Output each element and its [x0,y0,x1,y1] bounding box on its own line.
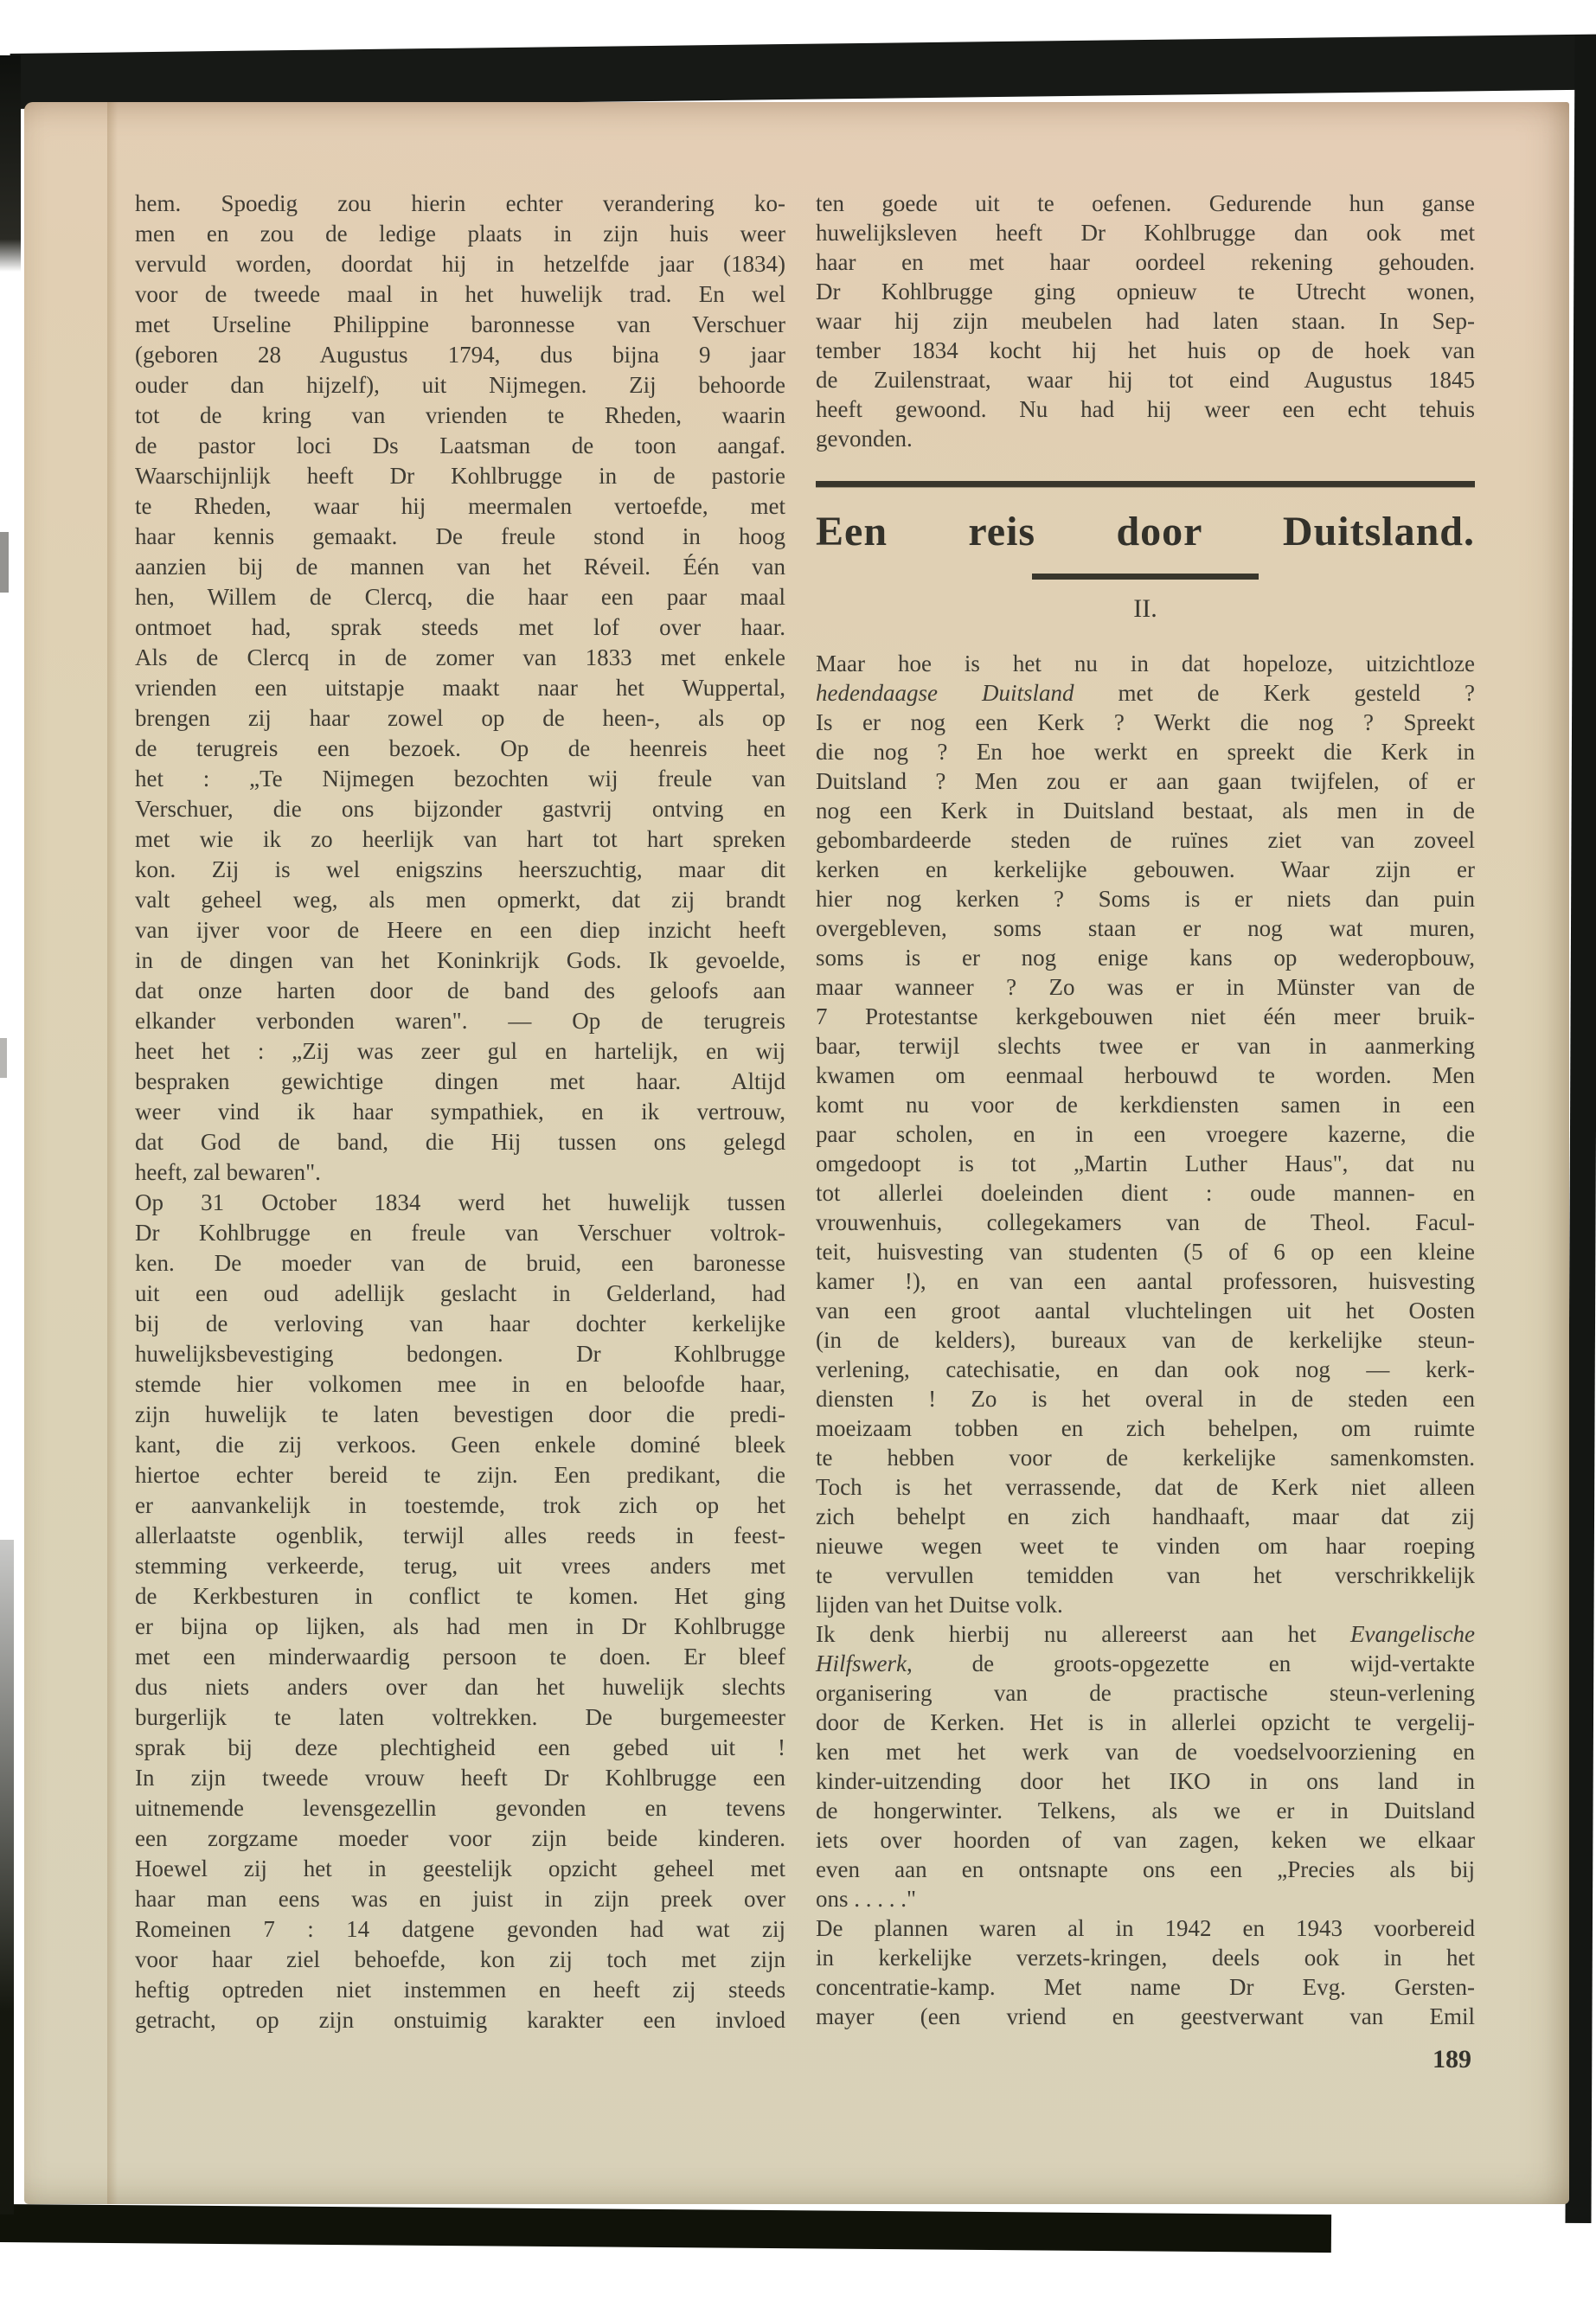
text-line: In zijn tweede vrouw heeft Dr Kohlbrugge een [135,1765,785,1791]
section-divider-rule [816,481,1475,487]
text-line: paar scholen, en in een vroegere kazerne, die [816,1121,1475,1147]
text-line: uitnemende levensgezellin gevonden en tevens [135,1795,785,1821]
text-line: kinder-uitzending door het IKO in ons land in [816,1768,1475,1794]
text-line: er aanvankelijk in toestemde, trok zich op het [135,1492,785,1518]
scan-left-edge-mark [0,55,21,272]
text-block [135,189,785,1188]
text-line: de hongerwinter. Telkens, als we er in Duitsland [816,1798,1475,1823]
text-line: gebombardeerde steden de ruïnes ziet van zoveel [816,827,1475,853]
text-line: een zorgzame moeder voor zijn beide kinderen. [135,1825,785,1851]
text-line: ons . . . . ." [816,1886,917,1912]
text-line: Op 31 October 1834 werd het huwelijk tussen [135,1189,785,1215]
text-line: Is er nog een Kerk ? Werkt die nog ? Spreekt [816,709,1475,735]
text-line: dat onze harten door de band des geloofs aan [135,977,785,1003]
text-line: van ijver voor de Heere en een diep inzicht heeft [135,917,785,943]
text-line: valt geheel weg, als men opmerkt, dat zij brandt [135,887,785,913]
text-line: huwelijksleven heeft Dr Kohlbrugge dan ook met [816,220,1475,246]
text-line: ontmoet had, sprak steeds met lof over haar. [135,614,785,640]
text-line: komt nu voor de kerkdiensten samen in een [816,1092,1475,1118]
text-line: burgerlijk te laten voltrekken. De burgemeester [135,1704,785,1730]
heading-underline [1032,574,1259,580]
text-line: Maar hoe is het nu in dat hopeloze, uitzichtloze [816,651,1475,676]
text-line: tot de kring van vrienden te Rheden, waarin [135,402,785,428]
text-line: zich behelpt en zich handhaaft, maar dat zij [816,1503,1475,1529]
text-line: Verschuer, die ons bijzonder gastvrij ontving en [135,796,785,822]
text-line: iets over hoorden of van zagen, keken we elkaar [816,1827,1475,1853]
text-line: stemming verkeerde, terug, uit vrees anders met [135,1553,785,1579]
text-line: de Zuilenstraat, waar hij tot eind Augustus 1845 [816,367,1475,393]
section-numeral: II. [1133,594,1157,623]
text-line: heet het : „Zij was zeer gul en hartelijk, en wij [135,1038,785,1064]
text-line: de Kerkbesturen in conflict te komen. Het ging [135,1583,785,1609]
text-line: Toch is het verrassende, dat de Kerk niet alleen [816,1474,1475,1500]
text-line: heftig optreden niet instemmen en heeft zij steeds [135,1977,785,2003]
text-line: organisering van de practische steun-verlening [816,1680,1475,1706]
text-line: overgebleven, soms staan er nog wat muren, [816,915,1475,941]
text-line: kerken en kerkelijke gebouwen. Waar zijn er [816,856,1475,882]
text-line: 7 Protestantse kerkgebouwen niet één meer bruik- [816,1003,1475,1029]
text-line: Romeinen 7 : 14 datgene gevonden had wat zij [135,1916,785,1942]
text-line: sprak bij deze plechtigheid een gebed uit ! [135,1734,785,1760]
text-line: in kerkelijke verzets-kringen, deels ook in het [816,1945,1475,1971]
text-block [135,1188,785,2035]
text-line: te hebben voor de kerkelijke samenkomsten. [816,1445,1475,1471]
text-line: Duitsland ? Men zou er aan gaan twijfelen, of er [816,768,1475,794]
text-line: kamer !), en van een aantal professoren, huisvesting [816,1268,1475,1294]
right-column [816,189,1475,2074]
text-line: hier nog kerken ? Soms is er niets dan puin [816,886,1475,912]
text-line: heeft, zal bewaren". [135,1159,321,1185]
text-line: voor haar ziel behoefde, kon zij toch met zijn [135,1946,785,1972]
text-line: van een groot aantal vluchtelingen uit het Oosten [816,1298,1475,1324]
text-line: (in de kelders), bureaux van de kerkelijke steun- [816,1327,1475,1353]
text-line: verlening, catechisatie, en dan ook nog — kerk- [816,1356,1475,1382]
left-column [135,189,785,2035]
scan-right-edge [1565,35,1596,2223]
text-line: Ik denk hierbij nu allereerst aan het Evangelische [816,1621,1475,1647]
text-line: concentratie-kamp. Met name Dr Evg. Gersten- [816,1974,1475,2000]
text-line: ken met het werk van de voedselvoorziening en [816,1739,1475,1765]
text-line: kwamen om eenmaal herbouwd te worden. Men [816,1062,1475,1088]
text-line: dus niets anders over dan het huwelijk slechts [135,1674,785,1700]
text-line: Dr Kohlbrugge ging opnieuw te Utrecht wonen, [816,279,1475,304]
text-line: allerlaatste ogenblik, terwijl alles reeds in feest- [135,1522,785,1548]
text-line: moeizaam tobben en zich behelpen, om ruimte [816,1415,1475,1441]
text-block [816,1619,1475,1913]
text-line: elkander verbonden waren". — Op de terugreis [135,1008,785,1034]
text-line: met wie ik zo heerlijk van hart tot hart spreken [135,826,785,852]
text-line: brengen zij haar zowel op de heen-, als op [135,705,785,731]
text-line: heeft gewoond. Nu had hij weer een echt tehuis [816,396,1475,422]
text-line: weer vind ik haar sympathiek, en ik vertrouw, [135,1099,785,1125]
text-line: omgedoopt is tot „Martin Luther Haus", dat nu [816,1150,1475,1176]
text-line: nog een Kerk in Duitsland bestaat, als men in de [816,798,1475,824]
scan-bottom-edge [0,2204,1331,2253]
text-line: vrouwenhuis, collegekamers van de Theol. Facul- [816,1209,1475,1235]
text-line: de pastor loci Ds Laatsman de toon aangaf. [135,433,785,458]
scan-left-edge-mark [0,532,9,593]
text-line: zijn huwelijk te laten bevestigen door die predi- [135,1401,785,1427]
text-line: even aan en ontsnapte ons een „Precies als bij [816,1856,1475,1882]
text-line: Hilfswerk, de groots-opgezette en wijd-vertakte [816,1650,1475,1676]
page-surface [24,102,1569,2204]
text-line: mayer (een vriend en geestverwant van Emil [816,2003,1475,2029]
text-line: haar man eens was en juist in zijn preek over [135,1886,785,1912]
text-line: huwelijksbevestiging bedongen. Dr Kohlbrugge [135,1341,785,1367]
text-line: vrienden een uitstapje maakt naar het Wuppertal, [135,675,785,701]
text-line: de terugreis een bezoek. Op de heenreis heet [135,735,785,761]
text-line: De plannen waren al in 1942 en 1943 voorbereid [816,1915,1475,1941]
article-heading: Een reis door Duitsland. [816,509,1475,554]
scan-top-edge [10,35,1596,109]
text-line: met Urseline Philippine baronnesse van Verschuer [135,311,785,337]
text-line: hedendaagse Duitsland met de Kerk gesteld ? [816,680,1475,706]
text-line: met een minderwaardig persoon te doen. Er bleef [135,1644,785,1670]
text-line: er bijna op lijken, als had men in Dr Kohlbrugge [135,1613,785,1639]
text-line: Als de Clercq in de zomer van 1833 met enkele [135,644,785,670]
text-line: kon. Zij is wel enigszins heerszuchtig, maar dit [135,856,785,882]
scan-left-edge-mark [0,1540,14,2214]
scan-left-edge-mark [0,1038,7,1078]
text-line: ten goede uit te oefenen. Gedurende hun ganse [816,190,1475,216]
text-line: Dr Kohlbrugge en freule van Verschuer voltrok- [135,1220,785,1246]
text-line: te Rheden, waar hij meermalen vertoefde, met [135,493,785,519]
text-line: dat God de band, die Hij tussen ons gelegd [135,1129,785,1155]
text-line: maar wanneer ? Zo was er in Münster van de [816,974,1475,1000]
text-line: bij de verloving van haar dochter kerkelijke [135,1311,785,1336]
text-line: baar, terwijl slechts twee er van in aanmerking [816,1033,1475,1059]
text-block [816,189,1475,453]
text-line: waar hij zijn meubelen had laten staan. In Sep- [816,308,1475,334]
text-line: in de dingen van het Koninkrijk Gods. Ik gevoelde, [135,947,785,973]
text-line: stemde hier volkomen mee in en beloofde haar, [135,1371,785,1397]
text-line: hen, Willem de Clercq, die haar een paar maal [135,584,785,610]
text-line: kant, die zij verkoos. Geen enkele dominé bleek [135,1432,785,1458]
text-line: gevonden. [816,426,913,452]
text-line: het : „Te Nijmegen bezochten wij freule van [135,766,785,792]
text-line: haar kennis gemaakt. De freule stond in hoog [135,523,785,549]
text-line: (geboren 28 Augustus 1794, dus bijna 9 jaar [135,342,785,368]
text-line: nieuwe wegen weet te vinden om haar roeping [816,1533,1475,1559]
text-line: voor de tweede maal in het huwelijk trad. En wel [135,281,785,307]
text-line: vervuld worden, doordat hij in hetzelfde jaar (1834) [135,251,785,277]
text-line: die nog ? En hoe werkt en spreekt die Kerk in [816,739,1475,765]
page-number: 189 [1433,2045,1471,2073]
text-line: ken. De moeder van de bruid, een baronesse [135,1250,785,1276]
text-line: men en zou de ledige plaats in zijn huis weer [135,221,785,247]
text-line: Hoewel zij het in geestelijk opzicht geheel met [135,1856,785,1881]
text-line: hem. Spoedig zou hierin echter verandering ko- [135,190,785,216]
text-line: teit, huisvesting van studenten (5 of 6 op een kleine [816,1239,1475,1265]
article-body [816,649,1475,2031]
text-block [816,649,1475,1619]
text-line: haar en met haar oordeel rekening gehouden. [816,249,1475,275]
text-line: tot allerlei doeleinden dient : oude mannen- en [816,1180,1475,1206]
text-line: door de Kerken. Het is in allerlei opzicht te vergelij- [816,1709,1475,1735]
text-line: diensten ! Zo is het overal in de steden een [816,1386,1475,1412]
text-line: uit een oud adellijk geslacht in Gelderland, had [135,1280,785,1306]
text-line: hiertoe echter bereid te zijn. Een predikant, die [135,1462,785,1488]
text-line: bespraken gewichtige dingen met haar. Altijd [135,1068,785,1094]
text-line: te vervullen temidden van het verschrikkelijk [816,1562,1475,1588]
text-line: ouder dan hijzelf), uit Nijmegen. Zij behoorde [135,372,785,398]
text-line: aanzien bij de mannen van het Réveil. Één van [135,554,785,580]
text-line: soms is er nog enige kans op wederopbouw, [816,945,1475,971]
text-line: tember 1834 kocht hij het huis op de hoek van [816,337,1475,363]
text-line: Waarschijnlijk heeft Dr Kohlbrugge in de pastorie [135,463,785,489]
text-block [816,1913,1475,2031]
text-line: lijden van het Duitse volk. [816,1592,1063,1618]
text-line: getracht, op zijn onstuimig karakter een invloed [135,2007,785,2033]
